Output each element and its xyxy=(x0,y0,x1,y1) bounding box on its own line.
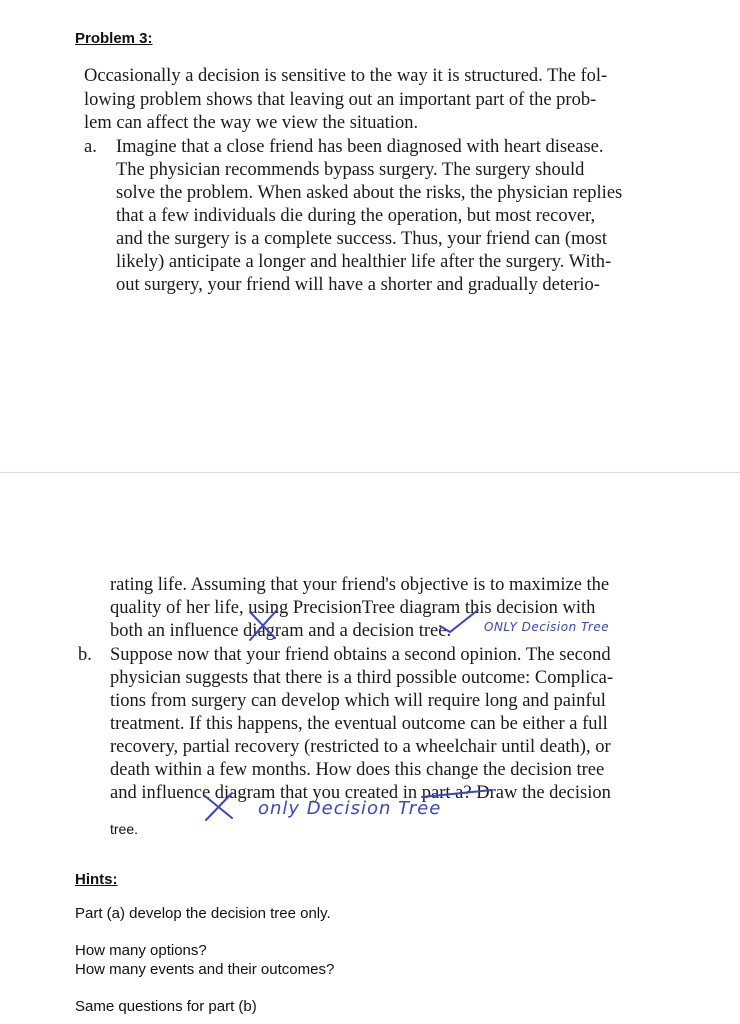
underline-stroke xyxy=(422,790,492,797)
part-a-line: quality of her life, using PrecisionTree diagram this decision with xyxy=(110,598,596,618)
part-b-line: and influence diagram that you created in part a? Draw the decision xyxy=(110,783,611,803)
problem-title: Problem 3: xyxy=(75,30,153,47)
part-b-line: treatment. If this happens, the eventual outcome can be either a full xyxy=(110,714,608,734)
handwritten-note-b: only Decision Tree xyxy=(258,798,442,819)
part-a-line: both an influence diagram and a decision tree. xyxy=(110,621,452,641)
part-a-line: solve the problem. When asked about the risks, the physician replies xyxy=(116,183,623,203)
part-b-line: physician suggests that there is a third possible outcome: Complica- xyxy=(110,668,614,688)
intro-line: lem can affect the way we view the situation. xyxy=(84,113,419,133)
part-a-line: out surgery, your friend will have a shorter and gradually deterio- xyxy=(116,275,600,295)
intro-line: Occasionally a decision is sensitive to the way it is structured. The fol- xyxy=(84,66,608,86)
part-b-line: Suppose now that your friend obtains a second opinion. The second xyxy=(110,645,611,665)
part-b-tail: tree. xyxy=(110,821,139,837)
hints-title: Hints: xyxy=(75,871,118,888)
part-a-line: rating life. Assuming that your friend's objective is to maximize the xyxy=(110,575,610,595)
handwritten-note-a: ONLY Decision Tree xyxy=(484,620,610,634)
hint-part-b: Same questions for part (b) xyxy=(75,998,257,1015)
part-a-line: likely) anticipate a longer and healthier life after the surgery. With- xyxy=(116,252,612,272)
part-a-marker: a. xyxy=(84,137,97,157)
part-a-line: and the surgery is a complete success. Thus, your friend can (most xyxy=(116,229,607,249)
part-b-line: tions from surgery can develop which will require long and painful xyxy=(110,691,606,711)
hint-question-events: How many events and their outcomes? xyxy=(75,961,335,978)
hint-question-options: How many options? xyxy=(75,942,207,959)
checkmark-icon xyxy=(440,610,478,632)
part-b-line: death within a few months. How does this change the decision tree xyxy=(110,760,605,780)
part-b-marker: b. xyxy=(78,645,92,665)
part-a-line: Imagine that a close friend has been diagnosed with heart disease. xyxy=(116,137,604,157)
part-a-line: that a few individuals die during the operation, but most recover, xyxy=(116,206,596,226)
intro-line: lowing problem shows that leaving out an important part of the prob- xyxy=(84,90,597,110)
hint-part-a: Part (a) develop the decision tree only. xyxy=(75,905,331,922)
part-b-line: recovery, partial recovery (restricted to a wheelchair until death), or xyxy=(110,737,611,757)
part-a-line: The physician recommends bypass surgery. The surgery should xyxy=(116,160,585,180)
